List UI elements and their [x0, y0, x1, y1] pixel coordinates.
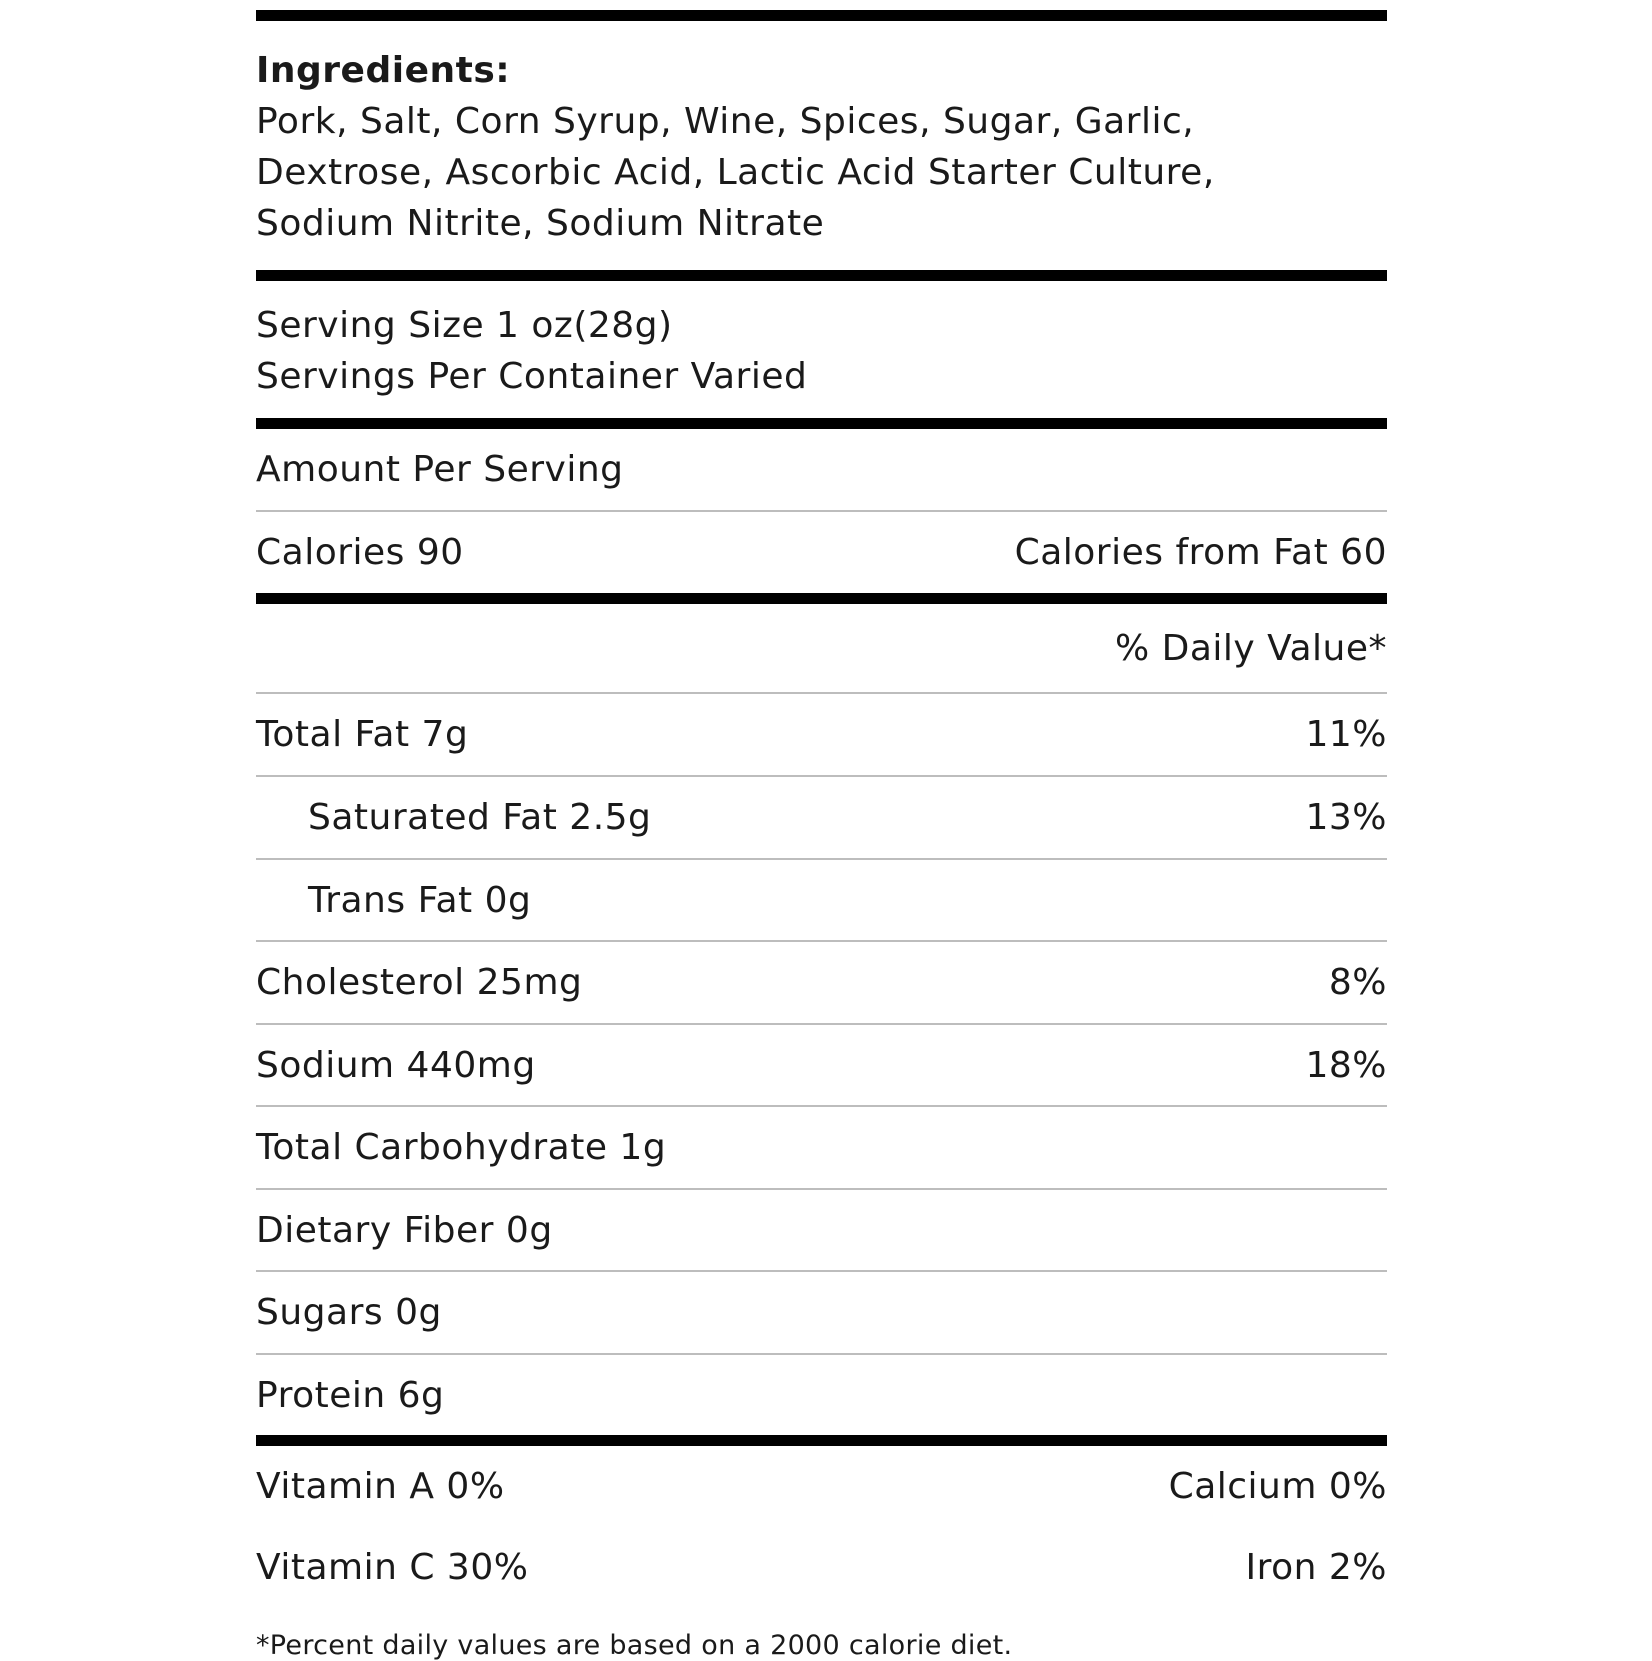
ingredients-section [256, 21, 1387, 270]
servings-per-container: Servings Per Container Varied [256, 356, 808, 397]
nutrient-row [256, 942, 1387, 1023]
amount-per-serving-row [256, 429, 1387, 510]
ingredients-heading: Ingredients: [256, 50, 511, 91]
nutrient-row [256, 694, 1387, 775]
section-divider [256, 593, 1387, 604]
section-divider [256, 418, 1387, 429]
nutrient-label: Total Carbohydrate 1g [256, 1127, 667, 1168]
nutrient-label: Saturated Fat 2.5g [308, 797, 652, 838]
serving-section [256, 281, 1387, 418]
calories-from-fat: Calories from Fat 60 [1014, 532, 1387, 573]
daily-value-header: % Daily Value* [1114, 627, 1387, 669]
nutrient-row [256, 777, 1387, 858]
daily-value-header-row [256, 604, 1387, 692]
nutrient-label: Sugars 0g [256, 1292, 442, 1333]
nutrient-label: Sodium 440mg [256, 1044, 536, 1086]
top-divider [256, 10, 1387, 21]
amount-per-serving: Amount Per Serving [256, 449, 624, 490]
vitamin-left: Vitamin C 30% [256, 1547, 529, 1588]
nutrient-row [256, 1190, 1387, 1270]
nutrient-label: Protein 6g [256, 1374, 445, 1416]
footnote: *Percent daily values are based on a 2000 calorie diet. [256, 1630, 1013, 1661]
nutrient-row [256, 1025, 1387, 1105]
nutrient-label: Total Fat 7g [256, 714, 469, 755]
vitamin-row [256, 1446, 1387, 1527]
nutrient-dv: 11% [1305, 714, 1387, 755]
nutrient-row [256, 860, 1387, 940]
calories: Calories 90 [256, 532, 464, 573]
calories-row [256, 512, 1387, 593]
vitamin-right: Calcium 0% [1168, 1466, 1387, 1507]
vitamin-right: Iron 2% [1245, 1547, 1387, 1588]
nutrient-row [256, 1355, 1387, 1435]
vitamin-left: Vitamin A 0% [256, 1466, 505, 1507]
ingredients-line: Sodium Nitrite, Sodium Nitrate [256, 203, 825, 244]
nutrient-dv: 13% [1305, 797, 1387, 838]
nutrition-label [256, 0, 1387, 1661]
nutrient-dv: 18% [1305, 1044, 1387, 1086]
vitamin-row [256, 1527, 1387, 1608]
ingredients-line: Pork, Salt, Corn Syrup, Wine, Spices, Sugar, Garlic, [256, 101, 1195, 142]
nutrient-label: Trans Fat 0g [308, 879, 532, 921]
serving-size: Serving Size 1 oz(28g) [256, 305, 673, 346]
section-divider [256, 270, 1387, 281]
ingredients-line: Dextrose, Ascorbic Acid, Lactic Acid Starter Culture, [256, 152, 1215, 193]
nutrient-row [256, 1272, 1387, 1353]
nutrient-label: Cholesterol 25mg [256, 962, 583, 1003]
nutrient-label: Dietary Fiber 0g [256, 1209, 553, 1251]
nutrient-row [256, 1107, 1387, 1188]
nutrient-dv: 8% [1328, 962, 1387, 1003]
section-divider [256, 1435, 1387, 1446]
